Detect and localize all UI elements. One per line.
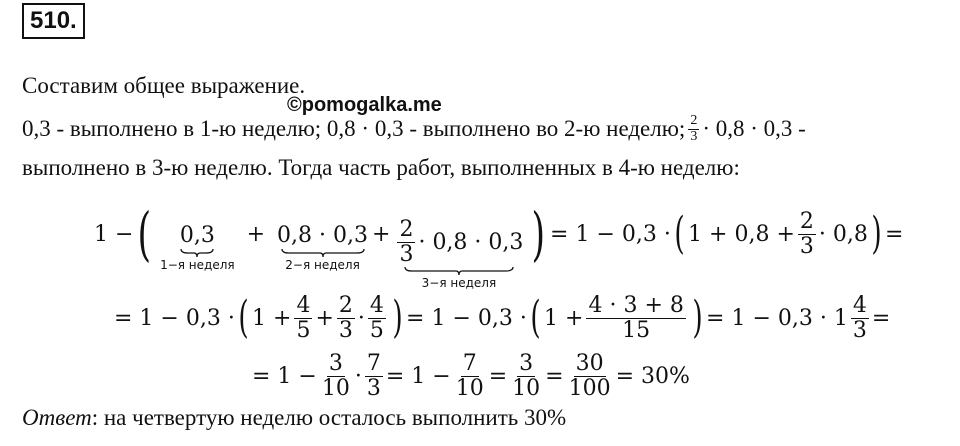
- plus-2: +: [372, 221, 391, 247]
- eq2-dot: ·: [357, 305, 365, 331]
- right-paren: ): [692, 292, 703, 343]
- eq3-part-a: = 1 −: [252, 363, 317, 389]
- eq1-lhs: 1 −: [94, 221, 134, 247]
- big-left-paren: (: [137, 200, 152, 268]
- eq2-frac-1: $\frac{4}{5}$: [296, 293, 311, 343]
- term-1-group: [160, 223, 235, 272]
- line-2: [22, 114, 806, 144]
- eq3-dot: ·: [354, 363, 362, 389]
- eq2-frac-4: $\frac{4 \cdot 3 + 8}{15}$: [588, 293, 684, 343]
- line-2-part-b: · 0,8 · 0,3 -: [702, 116, 806, 142]
- answer-text: : на четвертую неделю осталось выполнить 30%: [91, 405, 567, 430]
- eq2-frac-2: $\frac{2}{3}$: [338, 293, 353, 343]
- line-3: выполнено в 3-ю неделю. Тогда часть работ, выполненных в 4-ю неделю:: [22, 155, 740, 180]
- eq3-eq-1: =: [488, 363, 508, 389]
- eq3-frac-5: $\frac{30}{100}$: [568, 351, 611, 401]
- term-2-label: 2−я неделя: [285, 257, 360, 272]
- eq2-plus: +: [315, 305, 334, 331]
- underbrace-icon: [404, 266, 514, 276]
- eq3-eq-2: =: [545, 363, 564, 389]
- eq2-part-e: 1 +: [544, 305, 584, 331]
- intro-text: Составим общее выражение.: [22, 73, 306, 98]
- line-2-fraction: $\frac{2}{3}$: [690, 113, 698, 144]
- eq3-frac-3: $\frac{7}{10}$: [455, 351, 484, 401]
- eq3-frac-4: $\frac{3}{10}$: [512, 351, 541, 401]
- eq2-frac-5: $\frac{4}{3}$: [852, 293, 867, 343]
- left-paren: (: [530, 292, 541, 343]
- equation-2: [114, 290, 890, 346]
- answer-line: [22, 404, 566, 432]
- eq1-mid: = 1 − 0,3 ·: [550, 221, 671, 247]
- term-3-rest: · 0,8 · 0,3: [418, 229, 524, 255]
- plus-1: +: [246, 221, 266, 247]
- eq2-end: =: [871, 305, 891, 331]
- eq3-result: = 30%: [615, 363, 690, 389]
- watermark: ©pomogalka.me: [287, 94, 442, 116]
- term-1-label: 1−я неделя: [160, 257, 235, 272]
- eq2-part-f: = 1 − 0,3 · 1: [706, 305, 848, 331]
- line-2-part-a: 0,3 - выполнено в 1-ю неделю; 0,8 · 0,3 - выполнено во 2-ю неделю;: [22, 116, 686, 142]
- term-2-group: [277, 223, 368, 272]
- left-paren: (: [674, 208, 685, 259]
- answer-label: Ответ: [22, 405, 92, 430]
- eq1-inner-2: · 0,8: [818, 221, 868, 247]
- right-paren: ): [871, 208, 882, 259]
- eq2-part-d: = 1 − 0,3 ·: [406, 305, 527, 331]
- term-3-group: [394, 218, 523, 289]
- underbrace-icon: [180, 248, 214, 258]
- right-paren: ): [392, 292, 403, 343]
- eq3-frac-2: $\frac{7}{3}$: [366, 351, 381, 401]
- equation-1: [94, 186, 904, 290]
- eq2-part-b: 1 +: [252, 305, 292, 331]
- underbrace-icon: [281, 248, 365, 258]
- eq1-end: =: [885, 221, 904, 247]
- term-3-label: 3−я неделя: [421, 275, 497, 290]
- left-paren: (: [238, 292, 249, 343]
- problem-number: 510.: [22, 3, 85, 39]
- eq3-part-b: = 1 −: [385, 363, 451, 389]
- eq2-frac-3: $\frac{4}{5}$: [369, 293, 384, 343]
- term-3-fraction: $\frac{2}{3}$: [399, 217, 414, 267]
- eq1-inner-1: 1 + 0,8 +: [688, 221, 795, 247]
- eq1-inner-fraction: $\frac{2}{3}$: [799, 209, 814, 259]
- term-1: 0,3: [179, 222, 215, 248]
- equation-3: [252, 348, 690, 404]
- eq2-part-a: = 1 − 0,3 ·: [114, 305, 235, 331]
- eq3-frac-1: $\frac{3}{10}$: [321, 351, 350, 401]
- big-right-paren: ): [531, 200, 546, 268]
- term-2: 0,8 · 0,3: [277, 222, 369, 248]
